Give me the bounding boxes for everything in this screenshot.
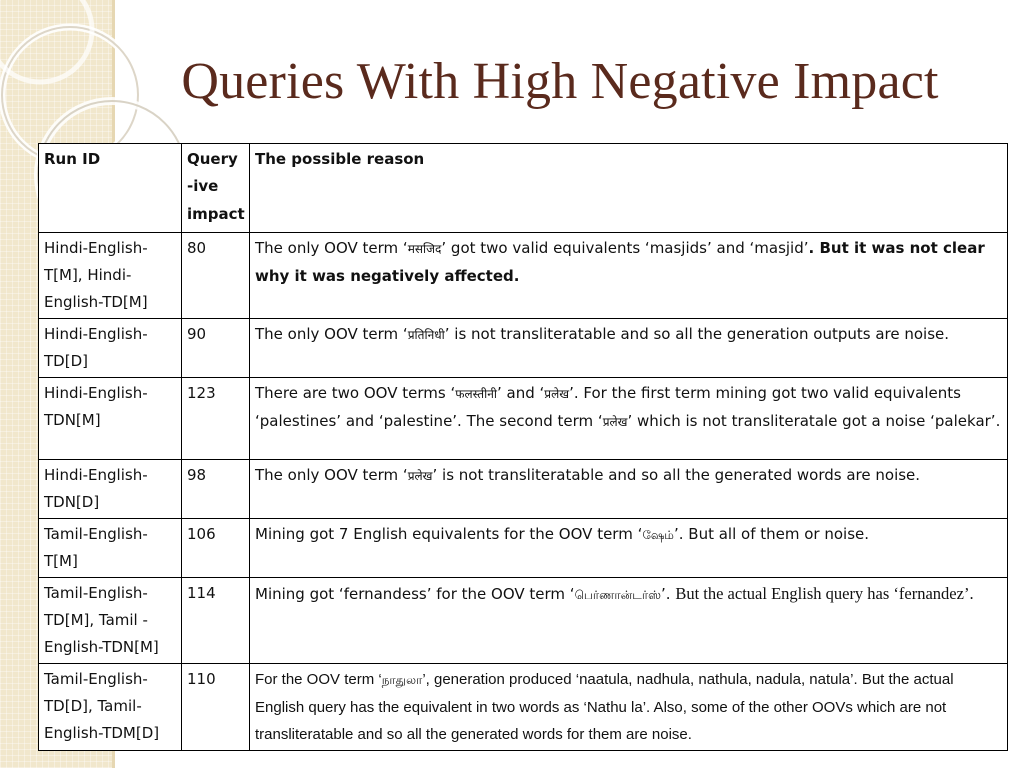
reason-cell (250, 664, 1008, 751)
reason-text: ’ is not transliteratable and so all the generated words are noise. (432, 466, 921, 484)
reason-cell (250, 378, 1008, 460)
header-query-line2: -ive (187, 177, 219, 195)
reason-cell (250, 578, 1008, 664)
reason-text: There are two OOV terms ‘ (255, 384, 456, 402)
reason-text: ’. But all of them or noise. (673, 525, 870, 543)
reason-text: The only OOV term ‘ (255, 325, 408, 343)
reason-text: ’, generation produced ‘naatula, nadhula, nathula, nadula, natula’. But the actual English query has the equivalent in two words as ‘Nathu la’. Also, some of the other OOVs which are not transliteratable and so all the generated words for them are noise. (255, 671, 954, 743)
impact-cell: 90 (182, 319, 250, 378)
reason-text: The only OOV term ‘ (255, 239, 408, 257)
impact-cell: 123 (182, 378, 250, 460)
hindi-term: प्रतिनिधी (407, 328, 445, 342)
tamil-term: பெர்ணான்டர்ஸ் (574, 588, 661, 602)
table-row (39, 378, 1008, 460)
run-id-cell: Hindi-English-T[M], Hindi-English-TD[M] (39, 233, 182, 319)
reason-text: The only OOV term ‘ (255, 466, 408, 484)
reason-serif-text: But the actual English query has ‘fernandez’. (675, 584, 974, 603)
reason-text: ’ and ‘ (497, 384, 545, 402)
hindi-term: प्रलेख (602, 415, 628, 429)
hindi-term: प्रलेख (407, 469, 433, 483)
impact-cell: 110 (182, 664, 250, 751)
header-run-id: Run ID (39, 144, 182, 233)
reason-text: For the OOV term ‘ (255, 671, 382, 688)
slide-title: Queries With High Negative Impact (181, 53, 939, 110)
hindi-term: मसजिद (407, 242, 442, 256)
table-row (39, 460, 1008, 519)
run-id-cell: Hindi-English-TDN[D] (39, 460, 182, 519)
run-id-cell: Tamil-English-TD[M], Tamil -English-TDN[M] (39, 578, 182, 664)
run-id-cell: Tamil-English-T[M] (39, 519, 182, 578)
table-row (39, 233, 1008, 319)
reason-bold-text: . But it was not clear why it was negatively affected. (255, 239, 985, 285)
reason-text: ’ which is not transliteratale got a noise ‘palekar’. (627, 412, 1001, 430)
run-id-cell: Hindi-English-TDN[M] (39, 378, 182, 460)
reason-text: Mining got 7 English equivalents for the OOV term ‘ (255, 525, 643, 543)
impact-cell: 106 (182, 519, 250, 578)
table-row (39, 578, 1008, 664)
header-query-line3: impact (187, 205, 245, 223)
tamil-term: நாதுலா (381, 673, 423, 687)
impact-cell: 114 (182, 578, 250, 664)
hindi-term: प्रलेख (544, 387, 570, 401)
reason-text: ’ is not transliteratable and so all the generation outputs are noise. (444, 325, 950, 343)
impact-table (38, 143, 1008, 751)
reason-text: ’. For the first term mining got two valid equivalents ‘palestines’ and ‘palestine’. The second term ‘ (255, 384, 961, 430)
reason-text: Mining got ‘fernandess’ for the OOV term ‘ (255, 585, 575, 603)
header-query-line1: Query (187, 150, 238, 168)
reason-cell (250, 319, 1008, 378)
reason-cell (250, 460, 1008, 519)
reason-text: ’ got two valid equivalents ‘masjids’ and ‘masjid’ (441, 239, 809, 257)
run-id-cell: Hindi-English-TD[D] (39, 319, 182, 378)
table-row (39, 319, 1008, 378)
header-query-impact (182, 144, 250, 233)
reason-text: ’. (661, 585, 676, 603)
impact-cell: 80 (182, 233, 250, 319)
run-id-cell: Tamil-English-TD[D], Tamil-English-TDM[D] (39, 664, 182, 751)
reason-cell (250, 519, 1008, 578)
table-row (39, 664, 1008, 751)
reason-cell (250, 233, 1008, 319)
table-row (39, 519, 1008, 578)
hindi-term: फलस्तीनी (455, 387, 497, 401)
header-reason: The possible reason (250, 144, 1008, 233)
impact-cell: 98 (182, 460, 250, 519)
table-header-row (39, 144, 1008, 233)
tamil-term: ஷேம் (642, 528, 674, 542)
